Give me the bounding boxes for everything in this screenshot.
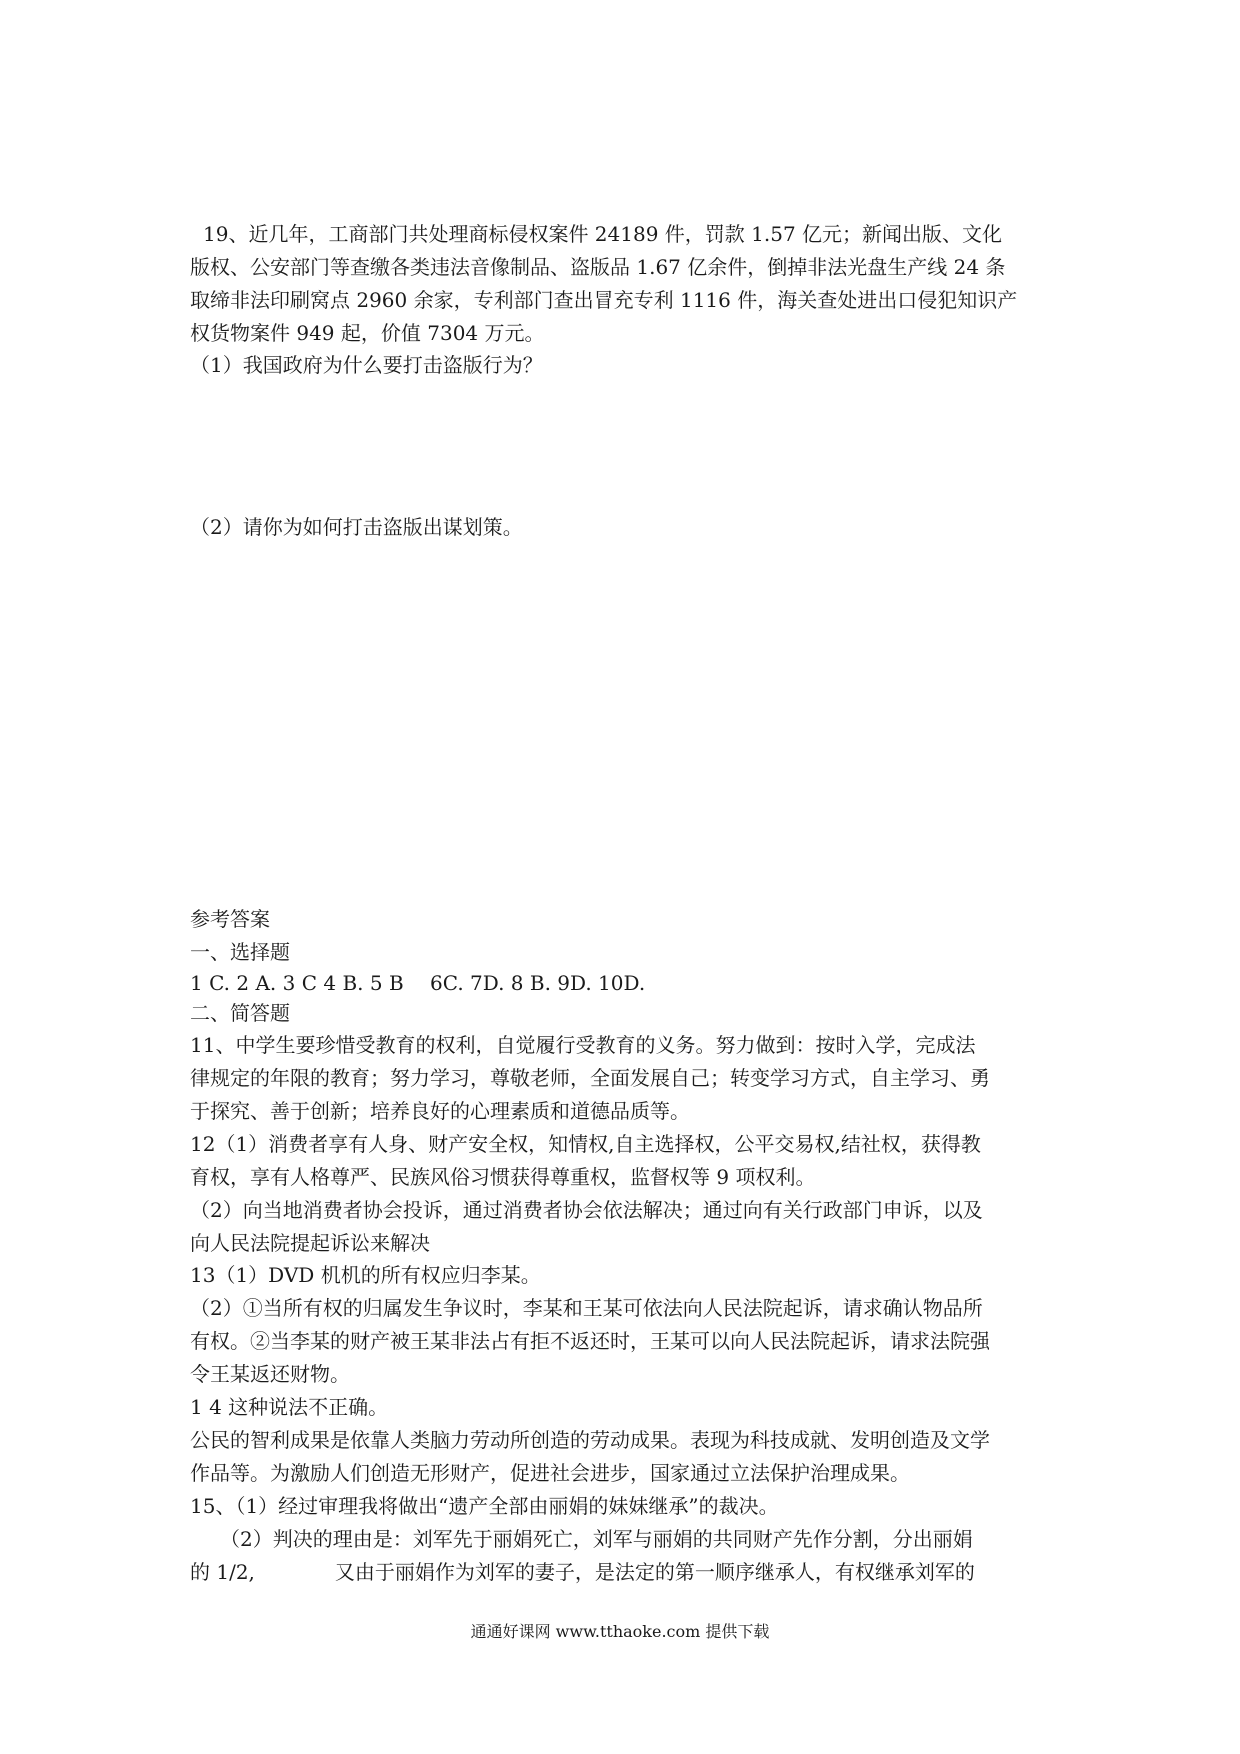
q19-line-1: 19、近几年，工商部门共处理商标侵权案件 24189 件，罚款 1.57 亿元；新闻出版、文化 xyxy=(203,222,1003,246)
answer-line-3: 于探究、善于创新；培养良好的心理素质和道德品质等。 xyxy=(190,1099,690,1123)
q19-sub-question-1: （1）我国政府为什么要打击盗版行为？ xyxy=(190,353,543,377)
choice-answers: 1 C. 2 A. 3 C 4 B. 5 B 6C. 7D. 8 B. 9D. 10D. xyxy=(190,971,646,995)
answer-line-5: 育权，享有人格尊严、民族风俗习惯获得尊重权，监督权等 9 项权利。 xyxy=(190,1165,816,1189)
answer-line-15: 15、（1）经过审理我将做出“遗产全部由丽娟的妹妹继承”的裁决。 xyxy=(190,1494,779,1518)
answer-line-14: 作品等。为激励人们创造无形财产，促进社会进步，国家通过立法保护治理成果。 xyxy=(190,1461,910,1485)
page-footer: 通通好课网 www.tthaoke.com 提供下载 xyxy=(470,1622,770,1641)
answer-line-6: （2）向当地消费者协会投诉，通过消费者协会依法解决；通过向有关行政部门申诉，以及 xyxy=(190,1198,983,1222)
answer-line-16: （2）判决的理由是：刘军先于丽娟死亡，刘军与丽娟的共同财产先作分割，分出丽娟 xyxy=(190,1527,973,1551)
answer-line-1: 11、中学生要珍惜受教育的权利，自觉履行受教育的义务。努力做到：按时入学，完成法 xyxy=(190,1033,976,1057)
section-choice-heading: 一、选择题 xyxy=(190,940,290,964)
q19-line-3: 取缔非法印刷窝点 2960 余家，专利部门查出冒充专利 1116 件，海关查处进出口侵犯知识产 xyxy=(190,288,1018,312)
answer-line-4: 12（1）消费者享有人身、财产安全权，知情权,自主选择权，公平交易权,结社权，获得教 xyxy=(190,1132,981,1156)
q19-line-2: 版权、公安部门等查缴各类违法音像制品、盗版品 1.67 亿余件，倒掉非法光盘生产线 24 条 xyxy=(190,255,1006,279)
answer-line-17: 的 1/2, 又由于丽娟作为刘军的妻子，是法定的第一顺序继承人，有权继承刘军的 xyxy=(190,1560,975,1584)
answer-line-11: 令王某返还财物。 xyxy=(190,1362,350,1386)
answer-line-13: 公民的智利成果是依靠人类脑力劳动所创造的劳动成果。表现为科技成就、发明创造及文学 xyxy=(190,1428,990,1452)
answer-line-12: 1 4 这种说法不正确。 xyxy=(190,1395,389,1419)
answer-line-2: 律规定的年限的教育；努力学习，尊敬老师，全面发展自己；转变学习方式，自主学习、勇 xyxy=(190,1066,990,1090)
answers-heading: 参考答案 xyxy=(190,907,270,931)
q19-line-4: 权货物案件 949 起，价值 7304 万元。 xyxy=(190,321,545,345)
answer-line-7: 向人民法院提起诉讼来解决 xyxy=(190,1231,430,1255)
answer-line-10: 有权。②当李某的财产被王某非法占有拒不返还时，王某可以向人民法院起诉，请求法院强 xyxy=(190,1329,990,1353)
answer-line-8: 13（1）DVD 机机的所有权应归李某。 xyxy=(190,1263,541,1287)
q19-sub-question-2: （2）请你为如何打击盗版出谋划策。 xyxy=(190,515,523,539)
answer-line-9: （2）①当所有权的归属发生争议时，李某和王某可依法向人民法院起诉，请求确认物品所 xyxy=(190,1296,983,1320)
section-short-answer-heading: 二、简答题 xyxy=(190,1001,290,1025)
